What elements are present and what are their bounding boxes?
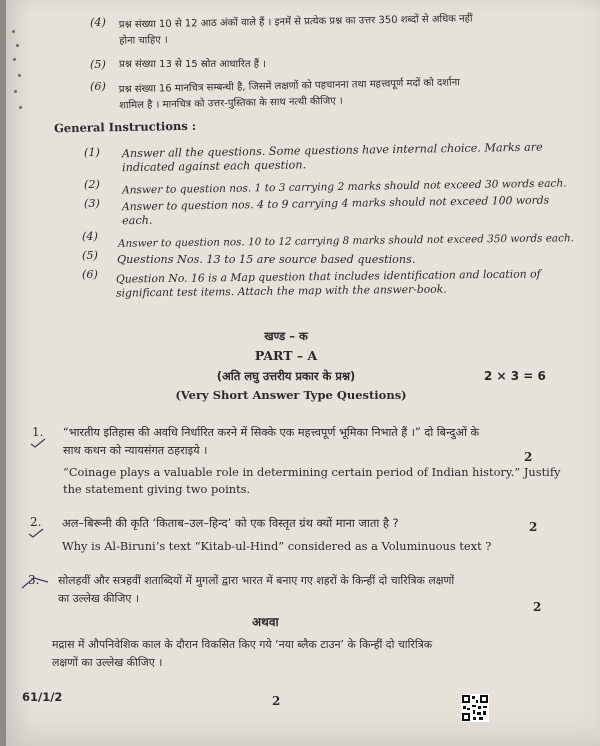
section-hindi-subtitle: (अति लघु उत्तरीय प्रकार के प्रश्न) xyxy=(216,369,356,383)
paper-code: 61/1/2 xyxy=(22,690,63,704)
instruction-number: (4) xyxy=(82,230,98,243)
question-hindi-text: सोलहवीं और सत्रहवीं शताब्दियों में मुगलों द्वारा भारत में बनाए गए शहरों के किन्हीं दो चारित्रिक लक्षणों का उल्लेख कीजिए । xyxy=(58,574,455,605)
question-number: 2. xyxy=(30,515,42,529)
hindi-instruction-number: (5) xyxy=(90,58,106,71)
instruction-number: (2) xyxy=(84,178,100,191)
section-marks-scheme: 2 × 3 = 6 xyxy=(484,369,546,383)
question-marks: 2 xyxy=(533,600,542,614)
question-english-text: “Coinage plays a valuable role in determining certain period of Indian history.” Justify the statement giving two points. xyxy=(63,465,561,496)
question-hindi-text: “भारतीय इतिहास की अवधि निर्धारित करने में सिक्के एक महत्त्वपूर्ण भूमिका निभाते हैं ।” दो बिन्दुओं के साथ कथन को न्यायसंगत ठहराइये । xyxy=(63,426,480,457)
section-hindi-title: खण्ड – क xyxy=(264,329,308,343)
instruction-text: Answer to question nos. 1 to 3 carrying 2 marks should not exceed 30 words each. xyxy=(121,177,567,197)
hindi-instruction-number: (6) xyxy=(90,80,106,93)
tick-mark xyxy=(30,438,46,448)
instruction-number: (5) xyxy=(82,249,98,262)
page-number: 2 xyxy=(272,694,281,708)
instruction-text: Answer to question nos. 10 to 12 carrying 8 marks should not exceed 350 words each. xyxy=(117,232,574,250)
question-marks: 2 xyxy=(524,450,533,464)
qr-code-icon xyxy=(461,694,489,722)
instruction-text: Question No. 16 is a Map question that includes identification and location of significant test items. Attach the map with the answer-book. xyxy=(115,267,541,300)
hindi-instruction-text: प्रश्न संख्या 16 मानचित्र सम्बन्धी है, जिसमें लक्षणों को पहचानना तथा महत्त्वपूर्ण मदों को दर्शाना शामिल है । मानचित्र को उत्तर-पुस्तिका के साथ नत्थी कीजिए । xyxy=(118,77,460,112)
hindi-instruction-number: (4) xyxy=(90,16,106,29)
question-english-text: Why is Al-Biruni’s text “Kitab-ul-Hind” considered as a Voluminuous text ? xyxy=(62,539,492,553)
instruction-text: Answer all the questions. Some questions have internal choice. Marks are indicated against each question. xyxy=(121,140,543,175)
question-alternative-text: मद्रास में औपनिवेशिक काल के दौरान विकसित किए गये ‘नया ब्लैक टाउन’ के किन्हीं दो चारित्रिक लक्षणों का उल्लेख कीजिए । xyxy=(52,638,433,669)
tick-mark xyxy=(20,576,50,590)
instruction-number: (1) xyxy=(84,146,100,159)
instruction-text: Questions Nos. 13 to 15 are source based questions. xyxy=(117,253,416,266)
or-separator: अथवा xyxy=(252,615,279,629)
hindi-instruction-text: प्रश्न संख्या 10 से 12 आठ अंकों वाले हैं । इनमें से प्रत्येक प्रश्न का उत्तर 350 शब्दों से अधिक नहीं होना चाहिए । xyxy=(118,13,473,47)
general-instructions-heading: General Instructions : xyxy=(53,118,197,136)
question-hindi-text: अल–बिरूनी की कृति ‘किताब–उल–हिन्द’ को एक विस्तृत ग्रंथ क्यों माना जाता है ? xyxy=(62,516,399,530)
section-subtitle: (Very Short Answer Type Questions) xyxy=(175,388,407,402)
instruction-number: (6) xyxy=(82,268,98,281)
instruction-text: Answer to question nos. 4 to 9 carrying 4 marks should not exceed 100 words each. xyxy=(121,193,550,228)
binding-holes xyxy=(10,30,30,150)
question-marks: 2 xyxy=(529,520,538,534)
section-title: PART – A xyxy=(254,348,318,363)
question-number: 1. xyxy=(32,425,44,439)
exam-page xyxy=(6,0,600,746)
instruction-number: (3) xyxy=(84,197,100,210)
question-number: 3. xyxy=(28,573,40,587)
tick-mark xyxy=(28,528,44,538)
hindi-instruction-text: प्रश्न संख्या 13 से 15 स्रोत आधारित हैं । xyxy=(119,59,266,70)
